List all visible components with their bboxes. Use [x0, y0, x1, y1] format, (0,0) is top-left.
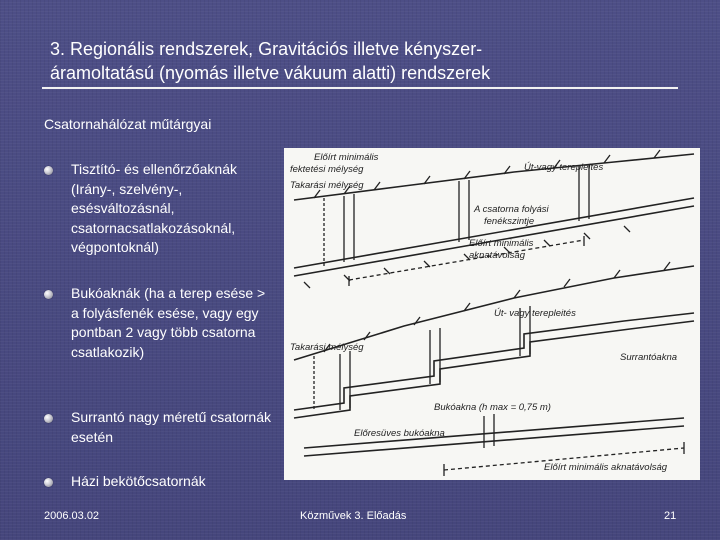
footer-date: 2006.03.02: [44, 510, 100, 522]
bullet-text: Bukóaknák (ha a terep esése > a folyásfenék esése, vagy egy pontban 2 vagy több csatorna csatlakozik): [71, 285, 266, 360]
label-drop-manhole: Bukóakna (h max = 0,75 m): [434, 402, 551, 413]
label-chute-manhole: Surrantóakna: [620, 352, 678, 363]
footer-page-number: 21: [664, 510, 677, 522]
footer-course: Közművek 3. Előadás: [300, 510, 407, 522]
bullet-icon: [44, 166, 53, 175]
bullet-text: Surrantó nagy méretű csatornák esetén: [71, 409, 271, 445]
label-min-manhole-bottom: Előírt minimális aknatávolság: [544, 462, 668, 473]
bullet-icon: [44, 414, 53, 423]
slide-title: [50, 37, 690, 85]
label-channel-bed: A csatorna folyási: [474, 204, 549, 215]
bullet-text: Tisztító- és ellenőrzőaknák (Irány-, szelvény-, esésváltozásnál, csatornacsatlakozásoknál, végpontoknál): [71, 161, 237, 255]
bullet-item: [44, 408, 276, 447]
lower-profile-drawing: [294, 262, 694, 476]
lower-profile-labels: [290, 308, 677, 473]
slide-subtitle: Csatornahálózat műtárgyai: [44, 116, 212, 132]
label-channel-bed-2: fenékszintje: [484, 216, 535, 227]
label-min-foundation: Előírt minimális: [314, 152, 379, 163]
bullet-icon: [44, 290, 53, 299]
slide-title-line-2: áramoltatású (nyomás illetve vákuum alatti) rendszerek: [50, 63, 491, 83]
bullet-item: [44, 472, 276, 492]
title-underline: [42, 87, 678, 89]
bullet-item: [44, 284, 276, 362]
label-min-foundation-2: fektetési mélység: [290, 164, 364, 175]
label-cover-depth-bottom: Takarási mélység: [290, 342, 364, 353]
label-min-manhole-top: Előírt minimális: [469, 238, 534, 249]
bullet-icon: [44, 478, 53, 487]
sewer-structures-diagram: [284, 148, 700, 480]
label-stepped-drop: Előresüves bukóakna: [354, 428, 445, 439]
label-terrain-bottom: Út- vagy terepleités: [494, 308, 576, 319]
label-cover-depth-top: Takarási mélység: [290, 180, 364, 191]
bullet-item: [44, 160, 276, 258]
slide-title-line-1: 3. Regionális rendszerek, Gravitációs illetve kényszer-: [50, 39, 483, 59]
label-terrain-top: Út-vagy terepleités: [524, 162, 604, 173]
bullet-text: Házi bekötőcsatornák: [71, 473, 206, 489]
label-min-manhole-top-2: aknatávolság: [469, 250, 525, 261]
